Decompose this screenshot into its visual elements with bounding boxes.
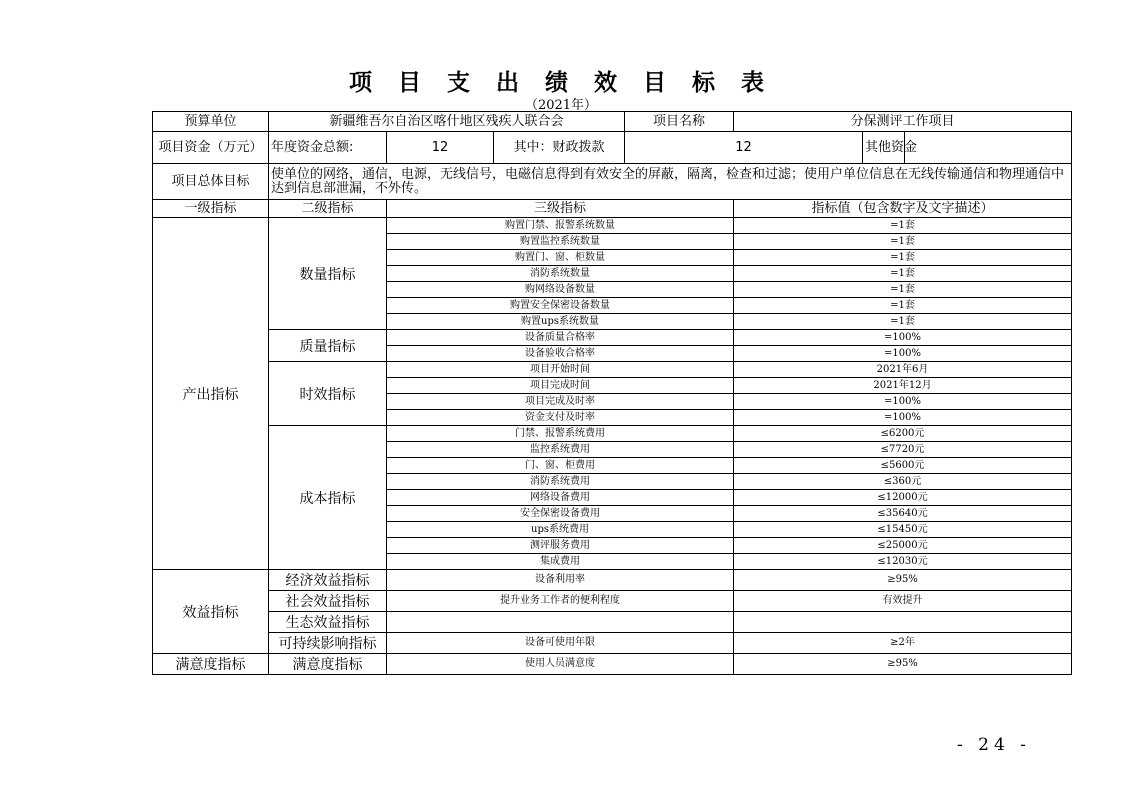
level1-output: 产出指标	[153, 218, 269, 570]
header-level2: 二级指标	[269, 200, 387, 218]
level3-indicator: 监控系统费用	[387, 442, 734, 458]
goal-value: 使单位的网络，通信，电源，无线信号，电磁信息得到有效安全的屏蔽，隔离，检查和过滤；使用户单位信息在无线传输通信和物理通信中达到信息部泄漏，不外传。	[269, 164, 1072, 200]
indicator-value: =100%	[734, 346, 1072, 362]
level3-indicator: 设备质量合格率	[387, 330, 734, 346]
indicator-value: 有效提升	[734, 591, 1072, 612]
indicator-value: ≤15450元	[734, 522, 1072, 538]
unit-label: 预算单位	[153, 112, 269, 132]
info-row-goal	[153, 164, 1072, 200]
level2-economic: 经济效益指标	[269, 570, 387, 591]
indicator-value: =1套	[734, 266, 1072, 282]
level3-indicator: 消防系统费用	[387, 474, 734, 490]
indicator-value: =1套	[734, 282, 1072, 298]
fiscal-value: 12	[625, 132, 863, 164]
indicator-value: =100%	[734, 330, 1072, 346]
indicator-value: ≥95%	[734, 570, 1072, 591]
year-subtitle: （2021年）	[524, 98, 598, 113]
page-number: - 24 -	[957, 735, 1031, 755]
level3-indicator: 资金支付及时率	[387, 410, 734, 426]
indicator-value: =1套	[734, 298, 1072, 314]
indicator-row	[153, 654, 1072, 675]
indicator-value: =1套	[734, 218, 1072, 234]
unit-value: 新疆维吾尔自治区喀什地区残疾人联合会	[269, 112, 625, 132]
level2-quantity: 数量指标	[269, 218, 387, 330]
indicator-row	[153, 362, 1072, 378]
project-label: 项目名称	[625, 112, 734, 132]
indicator-value: ≤12030元	[734, 554, 1072, 570]
indicator-value: =1套	[734, 234, 1072, 250]
column-header-row	[153, 200, 1072, 218]
level3-indicator: 集成费用	[387, 554, 734, 570]
fiscal-label: 其中：财政拨款	[494, 132, 625, 164]
header-level3: 三级指标	[387, 200, 734, 218]
goal-label: 项目总体目标	[153, 164, 269, 200]
level2-sustainable: 可持续影响指标	[269, 633, 387, 654]
level3-indicator: 设备可使用年限	[387, 633, 734, 654]
funds-label: 项目资金（万元）	[153, 132, 269, 164]
level3-indicator: 购置门禁、报警系统数量	[387, 218, 734, 234]
level3-indicator: 项目完成及时率	[387, 394, 734, 410]
indicator-row	[153, 570, 1072, 591]
indicator-row	[153, 218, 1072, 234]
other-value	[905, 132, 1072, 164]
indicator-value: ≥2年	[734, 633, 1072, 654]
indicator-value: ≤35640元	[734, 506, 1072, 522]
level3-indicator: 购置安全保密设备数量	[387, 298, 734, 314]
indicator-value: ≤360元	[734, 474, 1072, 490]
indicator-value: =1套	[734, 314, 1072, 330]
indicator-value: ≤6200元	[734, 426, 1072, 442]
indicator-row	[153, 633, 1072, 654]
level3-indicator: 使用人员满意度	[387, 654, 734, 675]
page-title: 项 目 支 出 绩 效 目 标 表	[348, 70, 774, 96]
header-level1: 一级指标	[153, 200, 269, 218]
project-value: 分保测评工作项目	[734, 112, 1072, 132]
indicator-value: ≤25000元	[734, 538, 1072, 554]
indicator-value: 2021年6月	[734, 362, 1072, 378]
info-row-funds	[153, 132, 1072, 164]
level3-indicator: 购网络设备数量	[387, 282, 734, 298]
indicator-row	[153, 591, 1072, 612]
level3-indicator: 门禁、报警系统费用	[387, 426, 734, 442]
indicator-value: =1套	[734, 250, 1072, 266]
level3-indicator: 购置ups系统数量	[387, 314, 734, 330]
indicator-value: ≥95%	[734, 654, 1072, 675]
header-value: 指标值（包含数字及文字描述）	[734, 200, 1072, 218]
info-row-unit	[153, 112, 1072, 132]
level2-quality: 质量指标	[269, 330, 387, 362]
level3-indicator: 设备验收合格率	[387, 346, 734, 362]
indicator-row	[153, 426, 1072, 442]
indicator-value: =100%	[734, 394, 1072, 410]
indicator-value: 2021年12月	[734, 378, 1072, 394]
level3-indicator: 提升业务工作者的便利程度	[387, 591, 734, 612]
level3-indicator: 设备利用率	[387, 570, 734, 591]
level3-indicator: 购置门、窗、柜数量	[387, 250, 734, 266]
level3-indicator: 网络设备费用	[387, 490, 734, 506]
level3-indicator: 消防系统数量	[387, 266, 734, 282]
indicator-value: =100%	[734, 410, 1072, 426]
level2-ecological: 生态效益指标	[269, 612, 387, 633]
level3-indicator	[387, 612, 734, 633]
other-label: 其他资金	[863, 132, 905, 164]
level3-indicator: 项目完成时间	[387, 378, 734, 394]
indicator-row	[153, 330, 1072, 346]
level2-satisfaction: 满意度指标	[269, 654, 387, 675]
indicator-row	[153, 612, 1072, 633]
level3-indicator: 项目开始时间	[387, 362, 734, 378]
indicator-value: ≤7720元	[734, 442, 1072, 458]
level2-timeliness: 时效指标	[269, 362, 387, 426]
level3-indicator: 安全保密设备费用	[387, 506, 734, 522]
level2-cost: 成本指标	[269, 426, 387, 570]
annual-value: 12	[387, 132, 494, 164]
level1-satisfaction: 满意度指标	[153, 654, 269, 675]
level3-indicator: 测评服务费用	[387, 538, 734, 554]
level3-indicator: ups系统费用	[387, 522, 734, 538]
indicator-value: ≤5600元	[734, 458, 1072, 474]
indicator-value	[734, 612, 1072, 633]
annual-label: 年度资金总额:	[269, 132, 387, 164]
level1-benefit: 效益指标	[153, 570, 269, 654]
level3-indicator: 购置监控系统数量	[387, 234, 734, 250]
performance-table	[152, 111, 1072, 675]
level3-indicator: 门、窗、柜费用	[387, 458, 734, 474]
indicator-value: ≤12000元	[734, 490, 1072, 506]
level2-social: 社会效益指标	[269, 591, 387, 612]
